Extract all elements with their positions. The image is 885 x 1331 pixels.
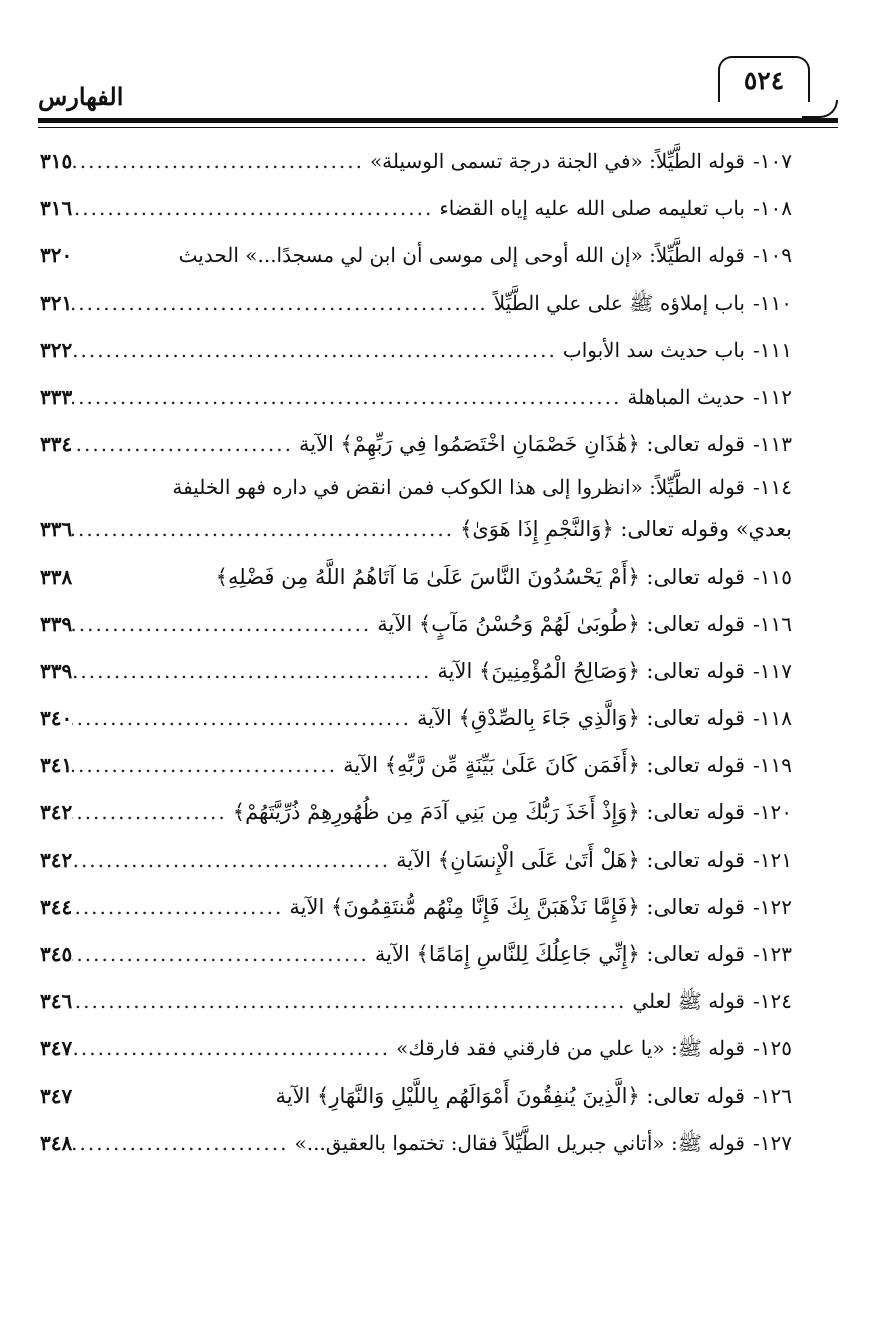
leader-dots — [72, 931, 375, 978]
leader-dots — [72, 742, 343, 789]
entry-text: قوله الطَّيِّلاً: «انظروا إلى هذا الكوكب فمن انقض في داره فهو الخليفة — [172, 475, 745, 500]
entry-page: ٣١٥ — [40, 149, 73, 173]
leader-dots — [72, 327, 563, 374]
entry-text: قوله تعالى: ﴿طُوبَىٰ لَهُمْ وَحُسْنُ مَآبٍ﴾ الآية — [377, 611, 745, 636]
header-rule-thin — [38, 127, 838, 128]
leader-dots — [72, 789, 233, 836]
entry-number: ١٢٥- — [753, 1036, 792, 1061]
index-entry-114 — [40, 468, 792, 506]
index-entry-110 — [40, 280, 792, 327]
entry-text: قوله الطَّيِّلاً: «إن الله أوحى إلى موسى أن ابن لي مسجدًا...» الحديث — [178, 243, 745, 268]
index-entry-123 — [40, 931, 792, 978]
entry-text: قوله تعالى: ﴿هَلْ أَتَىٰ عَلَى الْإِنسَانِ﴾ الآية — [396, 847, 745, 872]
entry-number: ١٠٧- — [753, 149, 792, 173]
page-number: ٥٢٤ — [718, 56, 810, 102]
index-entry-116 — [40, 601, 792, 648]
entry-text: قوله تعالى: ﴿وَإِذْ أَخَذَ رَبُّكَ مِن بَنِي آدَمَ مِن ظُهُورِهِمْ ذُرِّيَّتَهُمْ﴾ — [232, 800, 745, 825]
index-entry-126 — [40, 1073, 792, 1120]
index-entry-107 — [40, 138, 792, 185]
index-entry-113 — [40, 421, 792, 468]
entry-page: ٣٤٢ — [40, 847, 73, 872]
entry-page: ٣٢٢ — [40, 337, 73, 362]
entry-page: ٣١٦ — [40, 196, 73, 221]
entry-number: ١٢٠- — [753, 800, 792, 825]
entry-number: ١٢٢- — [753, 894, 792, 919]
leader-dots — [72, 421, 299, 468]
entry-text: قوله ﷺ: «يا علي من فارقني فقد فارقك» — [396, 1036, 745, 1061]
index-entry-119 — [40, 742, 792, 789]
index-entry-109 — [40, 232, 792, 279]
entry-text: قوله ﷺ لعلي — [632, 989, 745, 1014]
entry-page: ٣٤١ — [40, 753, 73, 778]
entry-text: قوله تعالى: ﴿هَٰذَانِ خَصْمَانِ اخْتَصَمُوا فِي رَبِّهِمْ﴾ الآية — [298, 432, 745, 457]
entry-text: قوله الطَّيِّلاً: «في الجنة درجة تسمى الوسيلة» — [369, 149, 745, 173]
entry-text: قوله تعالى: ﴿فَإِمَّا نَذْهَبَنَّ بِكَ فَإِنَّا مِنْهُم مُّنتَقِمُونَ﴾ الآية — [289, 894, 745, 919]
entry-text: باب حديث سد الأبواب — [562, 337, 745, 362]
entry-page: ٣٣٤ — [40, 432, 73, 457]
leader-dots — [72, 695, 417, 742]
entry-number: ١٢١- — [753, 847, 792, 872]
leader-dots — [72, 280, 494, 327]
index-entry-122 — [40, 884, 792, 931]
entry-text: قوله تعالى: ﴿وَصَالِحُ الْمُؤْمِنِينَ﴾ الآية — [437, 658, 745, 683]
index-entry-112 — [40, 374, 792, 421]
entry-text: قوله تعالى: ﴿الَّذِينَ يُنفِقُونَ أَمْوَالَهُم بِاللَّيْلِ وَالنَّهَارِ﴾ الآية — [275, 1083, 745, 1108]
entry-page: ٣٣٩ — [40, 658, 73, 683]
entry-number: ١١٤- — [753, 475, 792, 500]
entry-number: ١١٣- — [753, 432, 792, 457]
entry-text: قوله ﷺ: «أتاني جبريل الطَّيِّلاً فقال: تختموا بالعقيق...» — [294, 1130, 745, 1155]
index-entry-121 — [40, 837, 792, 884]
entry-text: حديث المباهلة — [627, 384, 745, 409]
entry-page: ٣٤٨ — [40, 1130, 73, 1155]
entry-text-continued: بعدي» وقوله تعالى: ﴿وَالنَّجْمِ إِذَا هَوَىٰ﴾ — [460, 517, 792, 542]
header-title: الفهارس — [38, 82, 124, 111]
entry-text: قوله تعالى: ﴿إِنِّي جَاعِلُكَ لِلنَّاسِ إِمَامًا﴾ الآية — [374, 942, 745, 966]
entry-number: ١٢٣- — [753, 942, 792, 966]
entry-number: ١٢٦- — [753, 1083, 792, 1108]
leader-dots — [72, 1120, 294, 1167]
entry-number: ١٠٨- — [753, 196, 792, 221]
entry-page: ٣٤٧ — [40, 1083, 73, 1108]
index-entry-115 — [40, 554, 792, 601]
index-entry-124 — [40, 978, 792, 1025]
entry-page: ٣٣٩ — [40, 611, 73, 636]
index-entry-111 — [40, 327, 792, 374]
entry-page: ٣٤٦ — [40, 989, 73, 1014]
entry-number: ١١٧- — [753, 658, 792, 683]
entry-number: ١١٥- — [753, 564, 792, 589]
entry-page: ٣٢٠ — [40, 243, 73, 268]
entry-page: ٣٣٨ — [40, 564, 73, 589]
index-entry-114-continued — [40, 506, 792, 553]
entry-text: قوله تعالى: ﴿أَمْ يَحْسُدُونَ النَّاسَ عَلَىٰ مَا آتَاهُمُ اللَّهُ مِن فَضْلِهِ﴾ — [215, 564, 745, 589]
header-rule-thick — [38, 118, 838, 123]
entry-page: ٣٤٢ — [40, 800, 73, 825]
leader-dots — [72, 138, 370, 185]
entry-page: ٣٣٣ — [40, 384, 73, 409]
leader-dots — [72, 506, 460, 553]
entry-page: ٣٤٥ — [40, 942, 73, 966]
entry-text: قوله تعالى: ﴿أَفَمَن كَانَ عَلَىٰ بَيِّنَةٍ مِّن رَّبِّهِ﴾ الآية — [343, 753, 745, 778]
leader-dots — [72, 648, 437, 695]
entry-page: ٣٤٠ — [40, 706, 73, 731]
index-entries — [40, 138, 792, 1167]
page-number-bracket — [802, 100, 838, 118]
entry-number: ١١٦- — [753, 611, 792, 636]
entry-page: ٣٣٦ — [40, 517, 73, 542]
entry-page: ٣٢١ — [40, 290, 73, 315]
entry-number: ١٢٧- — [753, 1130, 792, 1155]
entry-page: ٣٤٤ — [40, 894, 73, 919]
entry-text: باب إملاؤه ﷺ على علي الطَّيِّلاً — [493, 290, 745, 315]
leader-dots — [72, 601, 377, 648]
leader-dots — [72, 884, 289, 931]
entry-number: ١٢٤- — [753, 989, 792, 1014]
leader-dots — [72, 1025, 396, 1072]
leader-dots — [72, 978, 632, 1025]
entry-text: باب تعليمه صلى الله عليه إياه القضاء — [439, 196, 745, 221]
index-entry-118 — [40, 695, 792, 742]
leader-dots — [72, 374, 627, 421]
index-entry-120 — [40, 789, 792, 836]
entry-text: قوله تعالى: ﴿وَالَّذِي جَاءَ بِالصِّدْقِ﴾ الآية — [416, 706, 745, 731]
entry-number: ١١٠- — [753, 290, 792, 315]
entry-number: ١١٩- — [753, 753, 792, 778]
index-entry-127 — [40, 1120, 792, 1167]
entry-number: ١١٨- — [753, 706, 792, 731]
index-entry-117 — [40, 648, 792, 695]
leader-dots — [72, 837, 396, 884]
index-entry-125 — [40, 1025, 792, 1072]
index-entry-108 — [40, 185, 792, 232]
entry-number: ١١١- — [753, 337, 792, 362]
entry-page: ٣٤٧ — [40, 1036, 73, 1061]
leader-dots — [72, 185, 439, 232]
entry-number: ١٠٩- — [753, 243, 792, 268]
entry-number: ١١٢- — [753, 384, 792, 409]
